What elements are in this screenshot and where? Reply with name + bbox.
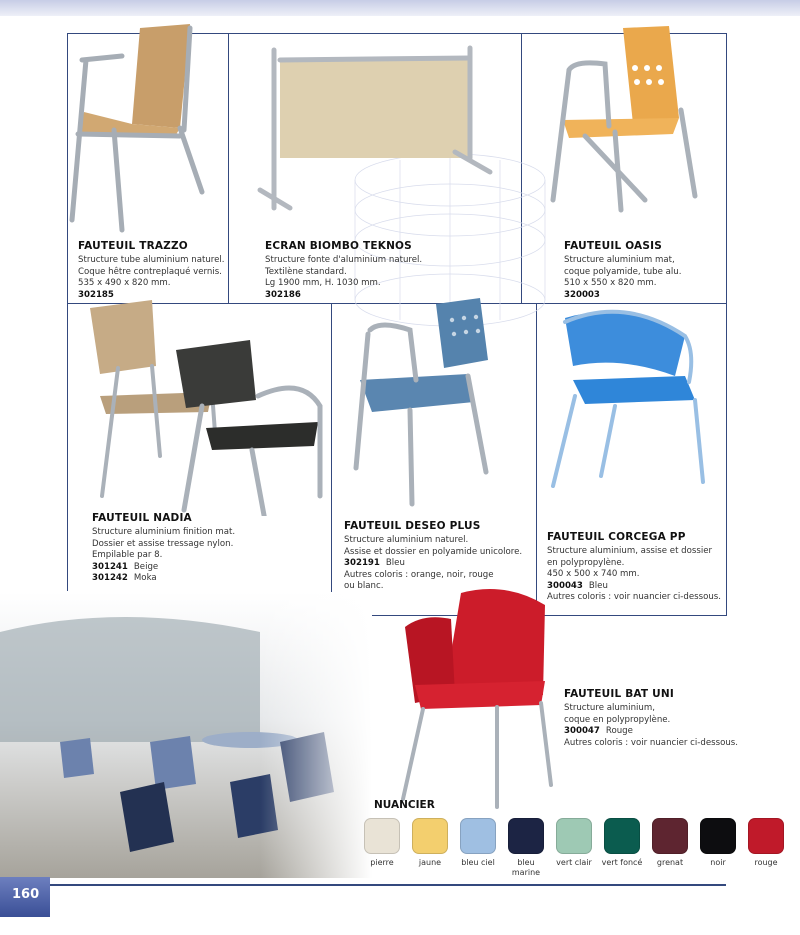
- color-swatch: [550, 818, 598, 878]
- product-desc-line: Structure aluminium,: [564, 703, 655, 713]
- color-chip: [652, 818, 688, 854]
- product-ref-code: 302185: [78, 289, 114, 300]
- color-label: vert foncé: [601, 858, 643, 867]
- product-name: FAUTEUIL TRAZZO: [78, 240, 188, 252]
- product-desc-line: Coque hêtre contreplaqué vernis.: [78, 266, 222, 277]
- grid-line-right: [726, 33, 727, 615]
- product-ref: [564, 290, 681, 302]
- color-chip: [556, 818, 592, 854]
- color-chip: [700, 818, 736, 854]
- product-extra-line: Autres coloris : voir nuancier ci-dessous.: [564, 737, 739, 748]
- color-swatch: [646, 818, 694, 878]
- product-extra-line: Autres coloris : orange, noir, rouge: [344, 569, 494, 580]
- product-ref-code: 301242: [92, 573, 128, 583]
- product-desc-line: 535 x 490 x 820 mm.: [78, 278, 171, 288]
- nuancier-swatches: [358, 818, 790, 878]
- product-desc-line: Structure tube aluminium naturel.: [78, 255, 225, 265]
- product-name: FAUTEUIL OASIS: [564, 240, 663, 252]
- product-oasis: [564, 240, 681, 301]
- product-ref-code: 300043: [547, 580, 583, 591]
- corcega-chair-image: [545, 296, 715, 496]
- color-chip: [460, 818, 496, 854]
- product-ref: [344, 558, 522, 570]
- color-swatch: [598, 818, 646, 878]
- product-ref-color: Beige: [133, 561, 159, 572]
- product-name: FAUTEUIL BAT UNI: [564, 688, 674, 700]
- color-label: grenat: [656, 858, 684, 867]
- color-label: bleu ciel: [461, 858, 495, 867]
- color-label: bleu marine: [511, 858, 541, 877]
- product-desc-line: Structure aluminium, assise et dossier: [547, 546, 713, 556]
- color-label: pierre: [370, 858, 394, 867]
- header-band: [0, 0, 800, 16]
- color-label: jaune: [418, 858, 442, 867]
- nadia-chairs-image: [82, 296, 332, 516]
- product-extra-line: Autres coloris : voir nuancier ci-dessous.: [547, 592, 722, 602]
- trazzo-chair-image: [62, 20, 212, 235]
- color-chip: [748, 818, 784, 854]
- color-swatch: [742, 818, 790, 878]
- product-desc-line: coque polyamide, tube alu.: [564, 266, 682, 277]
- oasis-chair-image: [545, 20, 705, 220]
- product-desc-line: Structure aluminium finition mat.: [92, 527, 236, 537]
- color-chip: [508, 818, 544, 854]
- footer-line: [50, 884, 726, 886]
- color-chip: [604, 818, 640, 854]
- product-desc-line: Structure fonte d'aluminium naturel.: [265, 255, 423, 265]
- product-desc-line: Empilable par 8.: [92, 550, 163, 560]
- product-bat-uni: [564, 688, 738, 749]
- product-nadia: [92, 512, 235, 585]
- product-teknos: [265, 240, 422, 301]
- product-corcega-pp: [547, 531, 721, 604]
- product-ref-color: Bleu: [385, 558, 405, 568]
- screen-image: [250, 40, 500, 220]
- product-ref-code: 320003: [564, 289, 600, 300]
- grid-line-left2: [67, 303, 68, 591]
- color-chip: [412, 818, 448, 854]
- product-ref: [564, 726, 738, 738]
- product-name: FAUTEUIL CORCEGA PP: [547, 531, 686, 543]
- color-swatch: [406, 818, 454, 878]
- product-ref-color: Bleu: [588, 580, 608, 591]
- product-ref-code: 302191: [344, 558, 380, 568]
- nuancier-title: NUANCIER: [374, 799, 435, 811]
- product-name: ECRAN BIOMBO TEKNOS: [265, 240, 412, 252]
- product-trazzo: [78, 240, 225, 301]
- product-desc-line: Structure aluminium naturel.: [344, 535, 469, 545]
- grid-line-mid1: [228, 33, 229, 303]
- product-ref-color: Moka: [133, 573, 157, 583]
- color-label: rouge: [754, 858, 778, 867]
- page-number: 160: [0, 877, 50, 917]
- product-desc-line: en polypropylène.: [547, 557, 625, 568]
- product-deseo-plus: [344, 520, 522, 593]
- deseo-chair-image: [340, 290, 500, 510]
- color-swatch: [694, 818, 742, 878]
- product-desc-line: Lg 1900 mm, H. 1030 mm.: [265, 278, 381, 288]
- color-swatch: [454, 818, 502, 878]
- product-ref: [92, 573, 235, 585]
- product-desc-line: coque en polypropylène.: [564, 714, 671, 725]
- product-ref-code: 302186: [265, 289, 301, 300]
- product-ref: [265, 290, 422, 302]
- product-ref: [547, 581, 721, 593]
- color-swatch: [502, 818, 550, 878]
- product-ref: [78, 290, 225, 302]
- product-desc-line: Structure aluminium mat,: [564, 255, 675, 265]
- color-swatch: [358, 818, 406, 878]
- product-ref: [92, 562, 235, 574]
- color-chip: [364, 818, 400, 854]
- grid-line-mid4: [536, 303, 537, 615]
- color-label: noir: [710, 858, 726, 867]
- product-name: FAUTEUIL NADIA: [92, 512, 192, 524]
- product-extra-line: ou blanc.: [344, 581, 384, 591]
- product-desc-line: 450 x 500 x 740 mm.: [547, 569, 640, 579]
- terrace-photo-image: [0, 592, 372, 878]
- bat-uni-chair-image: [395, 585, 565, 810]
- product-ref-code: 300047: [564, 726, 600, 736]
- product-ref-color: Rouge: [605, 726, 633, 736]
- product-desc-line: Textilène standard.: [265, 266, 347, 277]
- product-name: FAUTEUIL DESEO PLUS: [344, 520, 481, 532]
- product-desc-line: Assise et dossier en polyamide unicolore.: [344, 546, 523, 557]
- product-desc-line: Dossier et assise tressage nylon.: [92, 538, 234, 549]
- product-desc-line: 510 x 550 x 820 mm.: [564, 278, 657, 288]
- color-label: vert clair: [556, 858, 592, 867]
- product-ref-code: 301241: [92, 561, 128, 572]
